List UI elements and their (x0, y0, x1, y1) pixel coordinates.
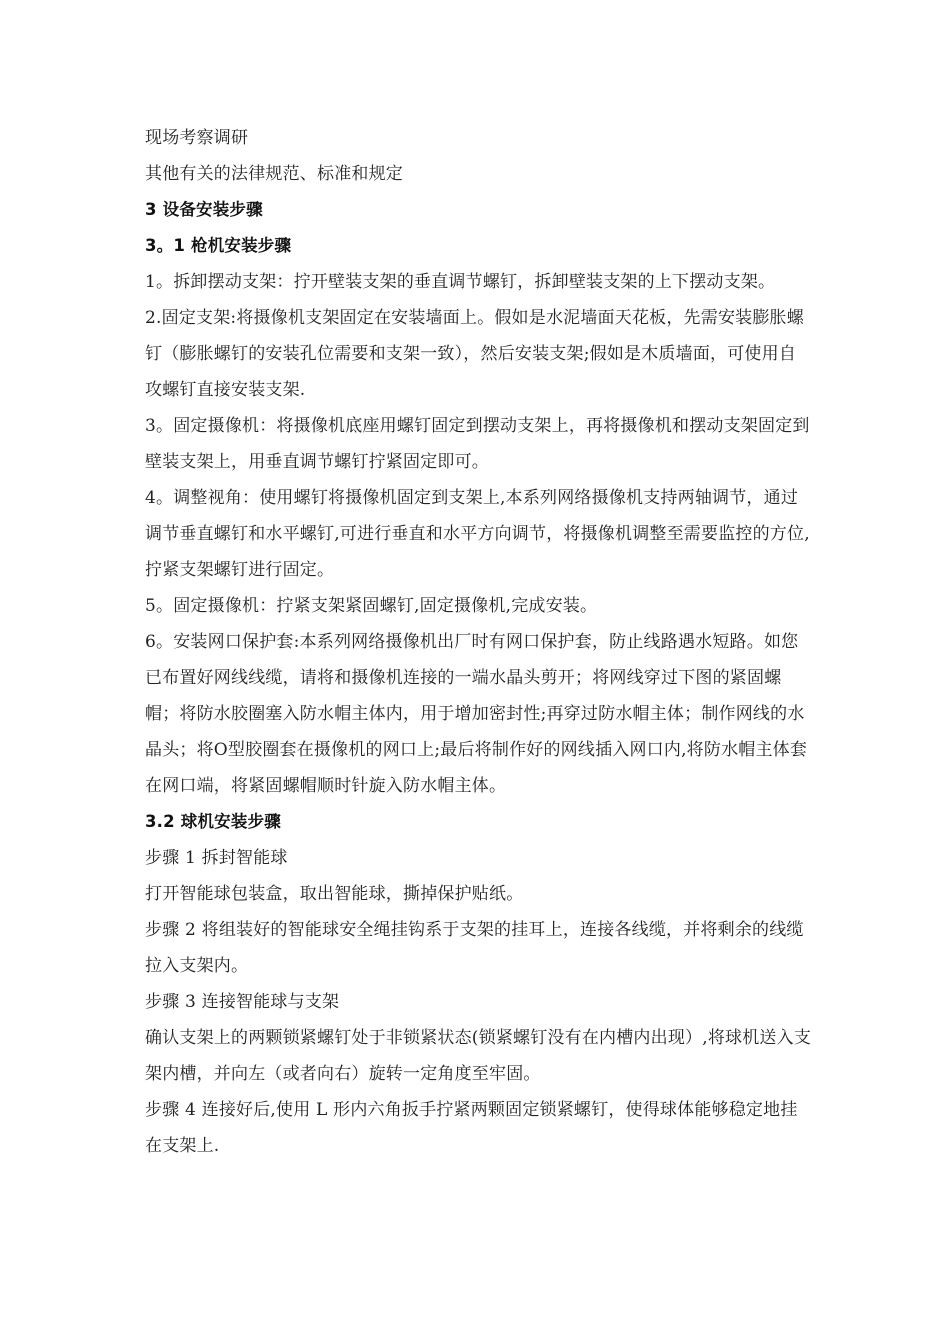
subsection-heading: 3.2 球机安装步骤 (145, 812, 281, 831)
section-heading: 3 设备安装步骤 (145, 200, 263, 219)
paragraph: 6。安装网口保护套:本系列网络摄像机出厂时有网口保护套，防止线路遇水短路。如您已布置好网线线缆，请将和摄像机连接的一端水晶头剪开；将网线穿过下图的紧固螺帽；将防水胶圈塞入防水帽主体内，用于增加密封性;再穿过防水帽主体；制作网线的水晶头；将O型胶圈套在摄像机的网口上;最后将制作好的网线插入网口内,将防水帽主体套在网口端，将紧固螺帽顺时针旋入防水帽主体。 (145, 632, 808, 796)
paragraph: 4。调整视角：使用螺钉将摄像机固定到支架上,本系列网络摄像机支持两轴调节，通过调节垂直螺钉和水平螺钉,可进行垂直和水平方向调节，将摄像机调整至需要监控的方位,拧紧支架螺钉进行固定。 (145, 488, 810, 580)
step-title: 步骤 4 连接好后,使用 L 形内六角扳手拧紧两颗固定锁紧螺钉，使得球体能够稳定地挂在支架上. (145, 1100, 798, 1156)
step-title: 步骤 3 连接智能球与支架 (145, 992, 340, 1012)
document-body (145, 120, 813, 1164)
paragraph: 1。拆卸摆动支架：拧开壁装支架的垂直调节螺钉，拆卸壁装支架的上下摆动支架。 (145, 272, 776, 292)
step-title: 步骤 1 拆封智能球 (145, 848, 288, 868)
paragraph: 5。固定摄像机：拧紧支架紧固螺钉,固定摄像机,完成安装。 (145, 596, 598, 616)
subsection-heading: 3。1 枪机安装步骤 (145, 236, 292, 255)
paragraph: 打开智能球包装盒，取出智能球，撕掉保护贴纸。 (145, 884, 524, 904)
paragraph: 2.固定支架:将摄像机支架固定在安装墙面上。假如是水泥墙面天花板，先需安装膨胀螺钉（膨胀螺钉的安装孔位需要和支架一致），然后安装支架;假如是木质墙面，可使用自攻螺钉直接安装支架. (145, 308, 804, 400)
paragraph: 3。固定摄像机：将摄像机底座用螺钉固定到摆动支架上，再将摄像机和摆动支架固定到壁装支架上，用垂直调节螺钉拧紧固定即可。 (145, 416, 810, 472)
step-title: 步骤 2 将组装好的智能球安全绳挂钩系于支架的挂耳上，连接各线缆，并将剩余的线缆拉入支架内。 (145, 920, 804, 976)
text-line: 现场考察调研 (145, 128, 249, 148)
paragraph: 确认支架上的两颗锁紧螺钉处于非锁紧状态(锁紧螺钉没有在内槽内出现）,将球机送入支架内槽，并向左（或者向右）旋转一定角度至牢固。 (145, 1028, 812, 1084)
text-line: 其他有关的法律规范、标准和规定 (145, 164, 403, 184)
